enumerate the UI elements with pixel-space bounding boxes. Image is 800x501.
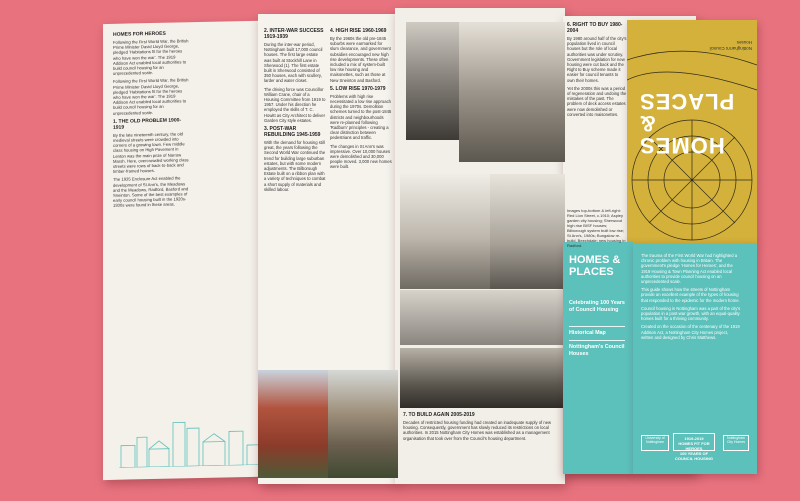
section-7-text: Decades of restricted housing funding had created an inadequate supply of new housing. Consequently, government has slowly reduced its restrictions on local authorities. In 2015 Nottingham City Homes was established as a management organisation that took over from the Council's housing department. <box>403 420 552 441</box>
teal-info-panel <box>563 242 633 474</box>
back-paragraph-3: Council housing in Nottingham was a part of the city's population in a post-war growth, with an equal-quality homes built for a thriving community. <box>641 305 741 322</box>
cover-map-panel <box>627 20 757 243</box>
panel4-column <box>567 22 627 120</box>
cover-title-line-1: HOMES <box>639 133 725 158</box>
section-1-title: 1. THE OLD PROBLEM 1900-1919 <box>113 117 182 131</box>
teal-line-map: Historical Map <box>569 330 606 336</box>
section-5-title: 5. LOW RISE 1970-1979 <box>330 85 386 92</box>
section-5-text-2: The changes in St Ann's was impressive. Over 10,000 houses were demolished and 30,000 people moved. 3,000 new homes were built. <box>330 143 392 170</box>
panel1-intro: Following the First World War, the British Prime Minister David Lloyd George, pledged 'Habitations fit for the heroes who have won the war'. The 1919 Addison Act enabled local authorities to build council housing for an unprecedented scale. <box>113 38 189 77</box>
back-paragraph-2: This guide shows how the streets of Nottingham provide an excellent example of the types of housing that responded to the epidemic for the modern home. <box>641 287 740 303</box>
section-5-text: Problems with high rise necessitated a low rise approach during the 1970s. Demolition schemes turned to the post-1845 districts and neighbourhoods were re-planned following 'Radburn' principles - creating a clear distinction between pedestrians and traffic. <box>330 93 392 141</box>
panel1-intro-repeat: Following the First World War, the British Prime Minister David Lloyd George, pledged 'Habitations fit for the heroes who have won the war'. The 1919 Addison Act enabled local authorities to build council housing for an unprecedented scale. <box>113 77 189 116</box>
cover-title-line-2: & PLACES <box>639 89 735 136</box>
photo-low-rise-rows <box>400 290 565 345</box>
photo-system-built-houses <box>490 174 565 289</box>
hf-logo-main: HOMES FIT FOR HEROES <box>678 441 710 451</box>
back-cover-text <box>641 253 741 343</box>
panel1-column-left <box>113 30 191 211</box>
photo-caption: Images top-bottom & left-right: Red Lion Street, c.1910; Aspley garden city housing; Sherwood high rise BISF houses; Bilborough system built low rise; St Ann's, 1980s; Bungalow re-build, Beechdale; new housing in Radford. <box>567 208 626 248</box>
section-4-text: By the 1960s the old pre-1845 suburbs were earmarked for slum clearance, and government subsidies encouraged new high rise developments. These often included a mix of system-built low rise housing and maisonettes, such as those at New Sneinton and Basford. <box>330 36 391 83</box>
cover-title <box>639 90 749 156</box>
section-4-title: 4. HIGH RISE 1960-1969 <box>330 28 387 34</box>
section-1-text-2: The 1935 Enclosure Act enabled the development of St Ann's, the Meadows and the Meadows, Radford, Basford and Sneinton. Some of the best examples of early council housing built in the 1920s-1930s were found in these areas. <box>113 175 189 209</box>
homes-fit-for-heroes-logo <box>673 433 715 461</box>
back-paragraph-1: The trauma of the First World War had highlighted a chronic problem with housing in Britain. The government's pledge 'Homes for Heroes', and the 1919 Housing & Town Planning Act enabled local authorities to provide council housing on an unprecedented scale. <box>641 253 738 285</box>
teal-line-celebrating: Celebrating 100 Years of Council Housing <box>569 300 625 313</box>
photo-high-rise-houses <box>400 174 492 289</box>
cover-subtitle: Nottingham's Council Houses <box>709 40 752 51</box>
city-homes-logo: Nottingham City Homes <box>723 435 749 451</box>
logo-strip <box>641 433 749 463</box>
photo-garden-city-housing <box>459 22 565 162</box>
section-2-text: During the inter-war period, Nottingham built 17,000 council houses. The first large estate was built at Stockhill Lane in Sherwood (1). The first estate built in Sherwood consisted of 350 houses, each with scullery, larder and water closet. <box>264 42 323 84</box>
panel3-bottom-text <box>403 412 563 444</box>
teal-rule-1 <box>569 326 625 327</box>
university-logo: University of Nottingham <box>641 435 669 451</box>
section-6-text: By 1980 around half of the city's population lived in council houses but the role of local authorities was under scrutiny. Government legislation for new housing were cut back and the Right to Buy scheme made it easier for council tenants to own their homes. <box>567 36 627 83</box>
section-2-title: 2. INTER-WAR SUCCESS 1919-1939 <box>264 28 324 40</box>
section-3-text: With the demand for housing still great, the years following the Second World War continued the trend for building large suburban estates, but with some modern adjustments. The Bilborough Estate built on a ribbon plan with a variety of techniques to combat a short supply of materials and skilled labour. <box>264 140 326 192</box>
photo-brick-houses <box>258 370 328 478</box>
hf-logo-sub: 100 YEARS OF COUNCIL HOUSING <box>675 451 713 461</box>
back-paragraph-4: Created on the occasion of the centenary of the 1919 Addison Act, a Nottingham City Homes project, written and designed by Chris Matthews. <box>641 324 740 340</box>
photo-red-lion-street <box>406 22 461 140</box>
section-7-title: 7. TO BUILD AGAIN 2005-2019 <box>403 412 475 418</box>
teal-title: HOMES & PLACES <box>569 254 621 278</box>
back-cover-panel <box>633 243 757 474</box>
section-6-text-2: Yet the 2000s this was a period of regeneration and undoing the mistakes of the past. The problem of deck access estates were now demolished or converted into maisonettes. <box>567 85 627 117</box>
panel1-heading: HOMES FOR HEROES <box>113 30 166 38</box>
section-3-title: 3. POST-WAR REBUILDING 1945-1959 <box>264 126 321 139</box>
section-2-text-2: The driving force was Councillor William Crane, chair of a Housing Committee from 1919 to 1957. Under his direction he employed the skills of T. C. Howitt as City Architect to deliver Garden City style estates. <box>264 86 326 123</box>
section-1-text: By the late nineteenth century, the old medieval streets were crowded into corners of a growing town. Few middle class housing on High Pavement in Lenton was the main prize of Narrow Marsh. Here, overcrowded working class streets were rows of back-to-back and timber-framed houses. <box>113 131 189 175</box>
teal-line-council: Nottingham's Council Houses <box>569 344 625 357</box>
section-6-title: 6. RIGHT TO BUY 1980-2004 <box>567 22 623 34</box>
photo-children-group <box>400 348 565 408</box>
photo-new-housing <box>328 370 398 478</box>
panel2-column-left <box>264 28 326 195</box>
panel2-column-right <box>330 28 392 173</box>
teal-rule-2 <box>569 340 625 341</box>
hf-logo-top: 1919-2019 <box>684 436 704 441</box>
